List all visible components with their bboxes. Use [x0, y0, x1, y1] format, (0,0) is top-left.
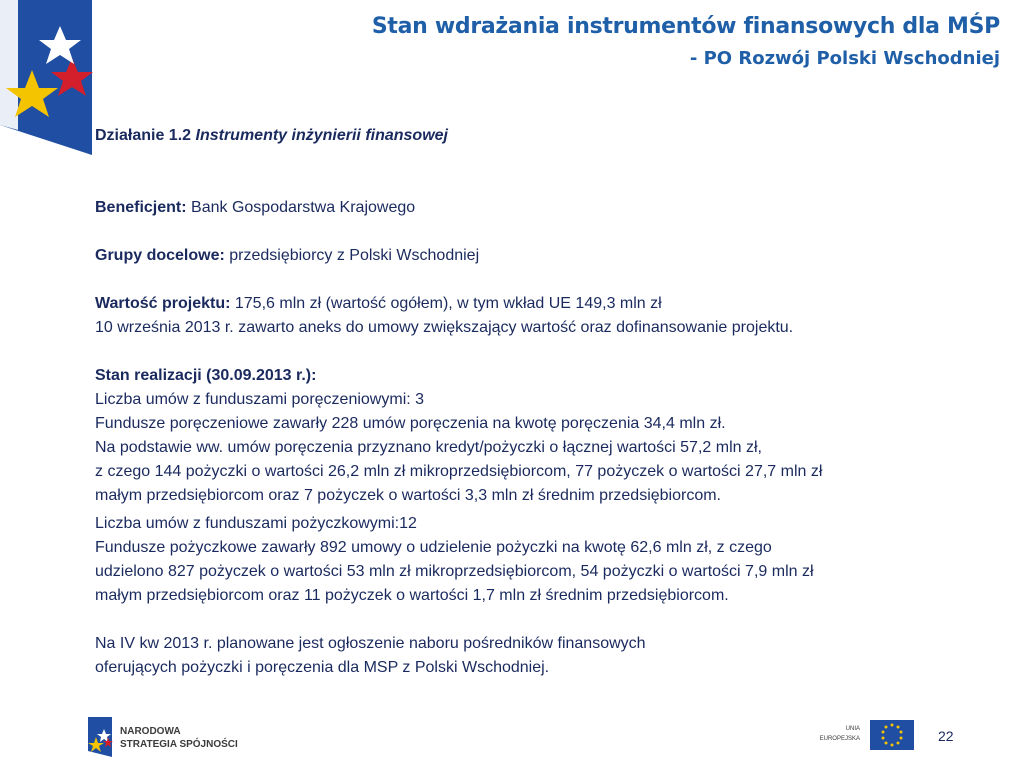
footer-logo-line2: STRATEGIA SPÓJNOŚCI — [120, 739, 238, 750]
beneficjent-row — [95, 196, 415, 220]
page-number: 22 — [938, 728, 954, 744]
wartosc-value: 175,6 mln zł (wartość ogółem), w tym wkład UE 149,3 mln zł — [234, 295, 662, 312]
poreczenia-line: Liczba umów z funduszami poręczeniowymi: 3 — [95, 391, 425, 408]
wartosc-label: Wartość projektu: — [95, 295, 231, 312]
grupy-label: Grupy docelowe: — [95, 247, 225, 264]
program-logo — [0, 0, 96, 155]
pozyczki-line: Fundusze pożyczkowe zawarły 892 umowy o udzielenie pożyczki na kwotę 62,6 mln zł, z czego — [95, 539, 772, 556]
grupy-value: przedsiębiorcy z Polski Wschodniej — [229, 247, 480, 264]
eu-logo — [820, 718, 916, 752]
wartosc-line2: 10 września 2013 r. zawarto aneks do umowy zwiększający wartość oraz dofinansowanie projektu. — [95, 319, 794, 336]
plan-line: Na IV kw 2013 r. planowane jest ogłoszenie naboru pośredników finansowych — [95, 635, 646, 652]
poreczenia-line: małym przedsiębiorcom oraz 7 pożyczek o wartości 3,3 mln zł średnim przedsiębiorcom. — [95, 487, 721, 504]
beneficjent-label: Beneficjent: — [95, 199, 187, 216]
heading-name: Instrumenty inżynierii finansowej — [195, 127, 448, 144]
poreczenia-line: Na podstawie ww. umów poręczenia przyznano kredyt/pożyczki o łącznej wartości 57,2 mln zł, — [95, 439, 762, 456]
poreczenia-line: z czego 144 pożyczki o wartości 26,2 mln zł mikroprzedsiębiorcom, 77 pożyczek o wartości 27,7 mln zł — [95, 463, 823, 480]
eu-label-line1: UNIA — [845, 726, 860, 732]
footer-logo-line1: NARODOWA — [120, 726, 181, 737]
plan-line: oferujących pożyczki i poręczenia dla MSP z Polski Wschodniej. — [95, 659, 550, 676]
pozyczki-line: Liczba umów z funduszami pożyczkowymi:12 — [95, 515, 417, 532]
page-subtitle: - PO Rozwój Polski Wschodniej — [689, 48, 1000, 69]
pozyczki-line: małym przedsiębiorcom oraz 11 pożyczek o wartości 1,7 mln zł średnim przedsiębiorcom. — [95, 587, 729, 604]
section-heading — [95, 124, 448, 148]
grupy-row — [95, 244, 479, 268]
narodowa-strategia-logo — [86, 715, 246, 757]
poreczenia-line: Fundusze poręczeniowe zawarły 228 umów poręczenia na kwotę poręczenia 34,4 mln zł. — [95, 415, 726, 432]
beneficjent-value: Bank Gospodarstwa Krajowego — [191, 199, 416, 216]
stan-label: Stan realizacji (30.09.2013 r.): — [95, 367, 317, 384]
eu-label-line2: EUROPEJSKA — [820, 736, 860, 742]
heading-prefix: Działanie 1.2 — [95, 127, 192, 144]
wartosc-row — [95, 292, 662, 316]
pozyczki-line: udzielono 827 pożyczek o wartości 53 mln zł mikroprzedsiębiorcom, 54 pożyczki o wartości 7,9 mln zł — [95, 563, 814, 580]
page-title: Stan wdrażania instrumentów finansowych dla MŚP — [371, 14, 1000, 39]
